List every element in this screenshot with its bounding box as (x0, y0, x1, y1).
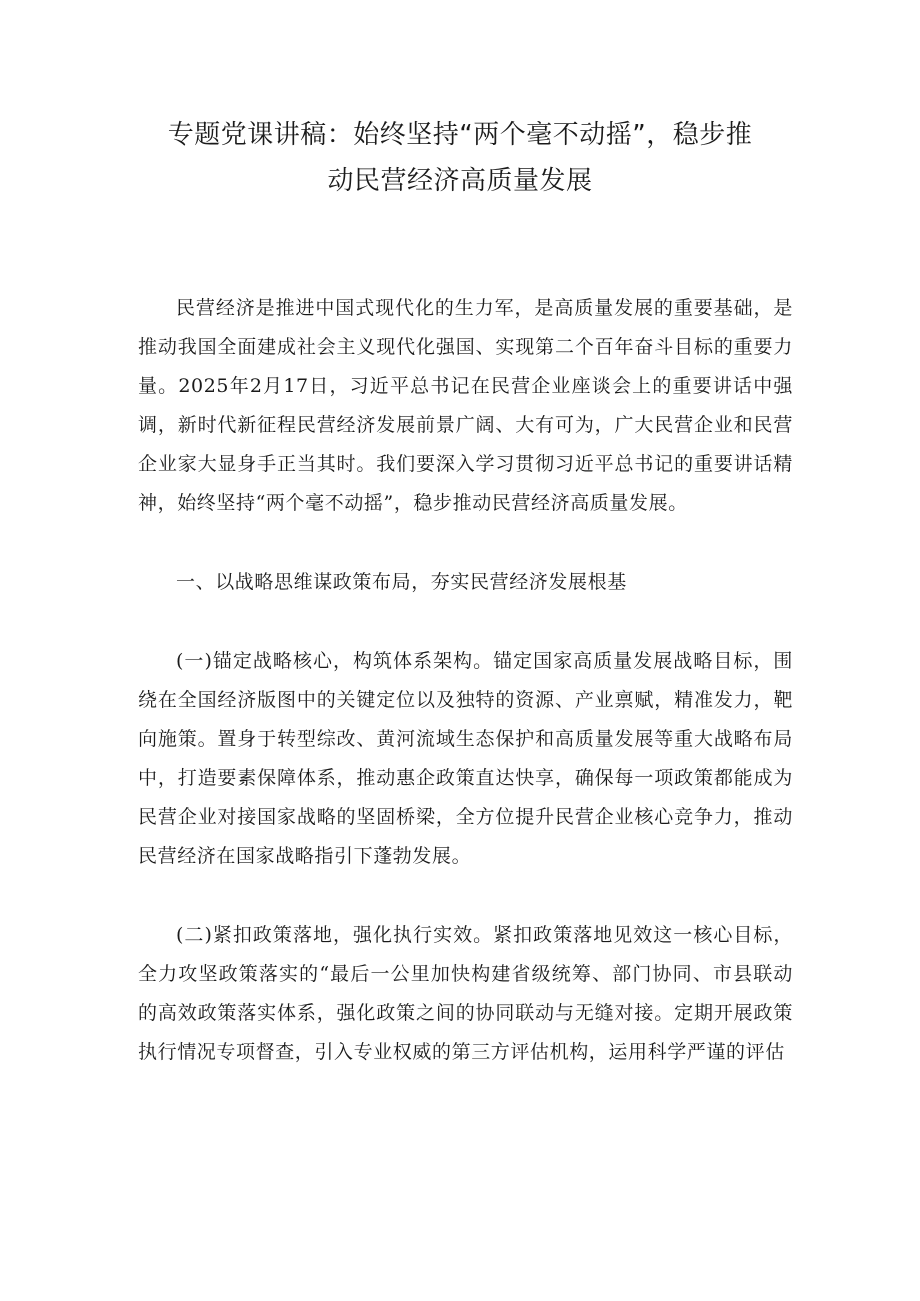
subsection-paragraph-1: (一)锚定战略核心，构筑体系架构。锚定国家高质量发展战略目标，围绕在全国经济版图中的关键定位以及独特的资源、产业禀赋，精准发力，靶向施策。置身于转型综改、黄河流域生态保护和高质量发展等重大战略布局中，打造要素保障体系，推动惠企政策直达快享，确保每一项政策都能成为民营企业对接国家战略的坚固桥梁，全方位提升民营企业核心竞争力，推动民营经济在国家战略指引下蓬勃发展。 (138, 650, 793, 867)
paragraph-spacer (138, 876, 793, 916)
subsection-paragraph-2: (二)紧扣政策落地，强化执行实效。紧扣政策落地见效这一核心目标，全力攻坚政策落实的“最后一公里加快构建省级统筹、部门协同、市县联动的高效政策落实体系，强化政策之间的协同联动与无缝对接。定期开展政策执行情况专项督查，引入专业权威的第三方评估机构，运用科学严谨的评估 (138, 924, 793, 1063)
paragraph-spacer (138, 602, 793, 642)
document-title (100, 112, 820, 204)
title-line-1: 专题党课讲稿：始终坚持“两个毫不动摇”，稳步推 (167, 120, 753, 150)
paragraph-spacer (138, 523, 793, 563)
section-heading-1: 一、以战略思维谋政策布局，夯实民营经济发展根基 (176, 571, 627, 593)
intro-paragraph: 民营经济是推进中国式现代化的生力军，是高质量发展的重要基础，是推动我国全面建成社会主义现代化强国、实现第二个百年奋斗目标的重要力量。2025年2月17日，习近平总书记在民营企业座谈会上的重要讲话中强调，新时代新征程民营经济发展前景广阔、大有可为，广大民营企业和民营企业家大显身手正当其时。我们要深入学习贯彻习近平总书记的重要讲话精神，始终坚持“两个毫不动摇”，稳步推动民营经济高质量发展。 (138, 297, 793, 514)
title-line-2: 动民营经济高质量发展 (327, 166, 593, 196)
document-body (138, 289, 793, 1072)
